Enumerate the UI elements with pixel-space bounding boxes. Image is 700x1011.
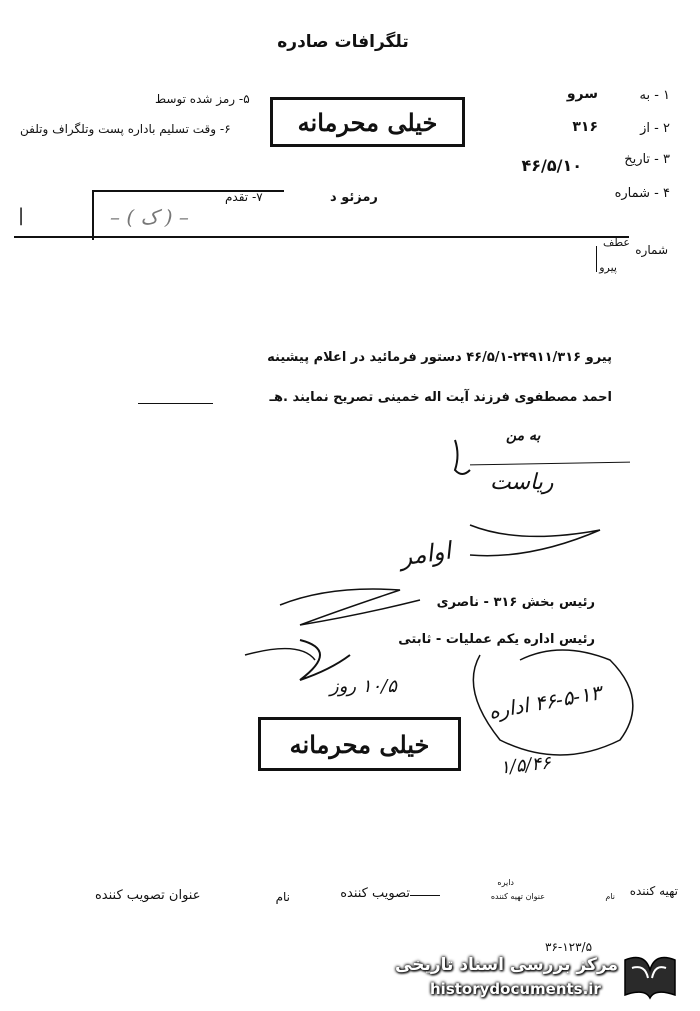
handwritten-bism: به من (506, 428, 541, 444)
footer-form-code: ۳۶-۱۲۳/۵ (545, 940, 593, 954)
from-label: ۲ - از (640, 121, 670, 136)
date-value: ۴۶/۵/۱۰ (521, 156, 582, 175)
to-value: سرو (566, 86, 598, 102)
tick-mark: | (18, 205, 25, 226)
ref-peyro: پیرو (599, 261, 617, 274)
from-value: ۳۱۶ (572, 119, 598, 135)
signature-2: رئیس اداره یکم عملیات - ثابتی (398, 632, 595, 647)
priority-label: ۷- تقدم (225, 190, 263, 204)
watermark-site: historydocuments.ir (430, 980, 601, 998)
footer-prepared-by: تهیه کننده (629, 884, 678, 898)
encoded-by-label: ۵- رمز شده توسط (155, 92, 250, 106)
ref-number-label: شماره (635, 243, 668, 257)
footer-approver: تصویب کننده (340, 886, 410, 901)
date-label: ۳ - تاریخ (624, 152, 670, 167)
footer-title-preparer: عنوان تهیه کننده (490, 892, 545, 901)
watermark-logo (620, 950, 678, 1000)
watermark-org-name: مرکز بررسی اسناد تاریخی (395, 955, 618, 975)
signature-1: رئیس بخش ۳۱۶ - ناصری (436, 595, 595, 610)
number-label: ۴ - شماره (614, 186, 670, 201)
body-line-1: پیرو ۲۴۹۱۱/۳۱۶-۴۶/۵/۱ دستور فرمائید در اعلام پیشینه (267, 350, 612, 365)
handwritten-stamp-note-1: ۴۶-۵-۱۳ اداره (486, 680, 603, 724)
handwritten-note: ریاست (490, 470, 554, 495)
footer-department: دایره (497, 878, 514, 887)
priority-scribble: – ( ک ) – (110, 205, 189, 229)
top-secret-stamp-bottom: خیلی محرمانه (258, 717, 461, 771)
footer-title-approver: عنوان تصویب کننده (95, 888, 201, 903)
footer-dash-1 (410, 895, 440, 896)
body-line-2: احمد مصطفوی فرزند آیت اله خمینی تصریح نمایند .هـ (269, 390, 612, 405)
handwritten-date: ۱۰/۵ روز (330, 676, 397, 697)
footer-name: نام (275, 890, 290, 904)
page-title: تلگرافات صادره (277, 32, 409, 52)
handwritten-ordered: اوامر (398, 536, 453, 572)
delivery-time-label: ۶- وقت تسلیم باداره پست وتلگراف وتلفن (20, 122, 231, 136)
top-secret-stamp-top: خیلی محرمانه (270, 97, 465, 147)
book-icon (620, 950, 678, 1000)
cipher-label: رمزئو د (330, 190, 378, 205)
ref-atf: عطف (603, 236, 630, 249)
footer-name-small: نام (605, 892, 615, 901)
handwritten-stamp-note-2: ۱/۵/۴۶ (499, 752, 552, 779)
to-label: ۱ - به (639, 88, 670, 103)
